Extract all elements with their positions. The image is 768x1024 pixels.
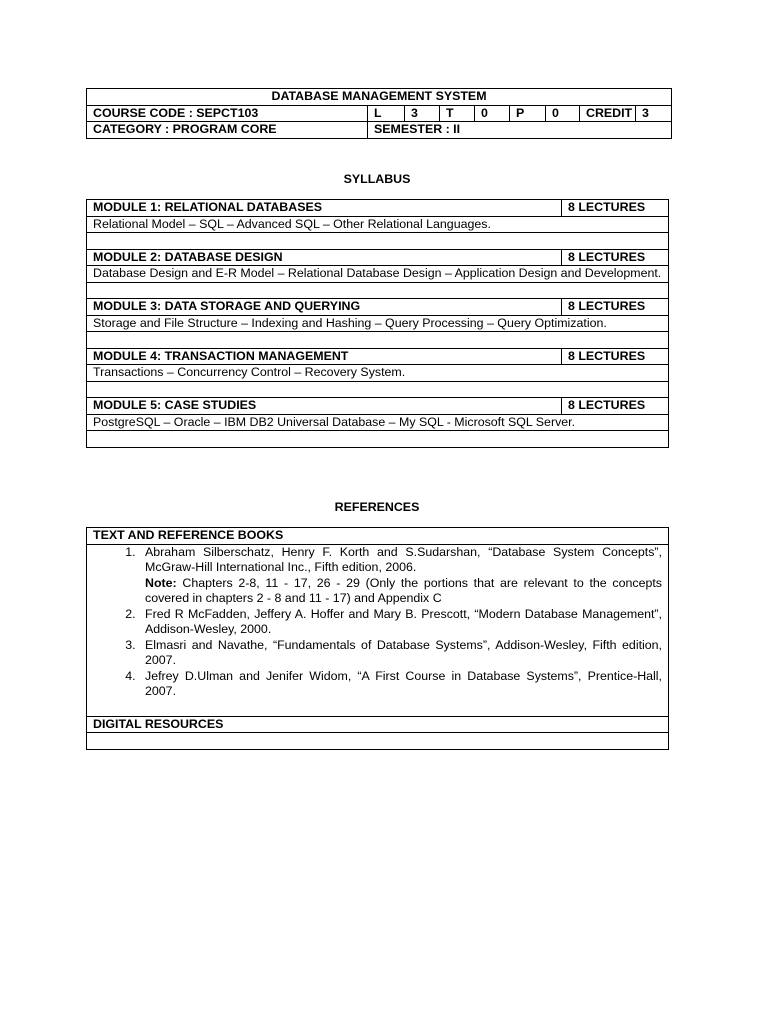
books-heading: TEXT AND REFERENCE BOOKS (87, 528, 669, 545)
note-label: Note: (145, 575, 177, 590)
list-item (139, 638, 662, 669)
note-text: Chapters 2-8, 11 - 17, 26 - 29 (Only the portions that are relevant to the concepts covered in chapters 2 - 8 and 11 - 17) and Appendix C (145, 575, 662, 605)
p-label: P (510, 105, 546, 122)
list-item (139, 607, 662, 638)
module-lectures: 8 LECTURES (562, 348, 669, 365)
semester: SEMESTER : II (368, 122, 672, 139)
module-header-row (87, 249, 669, 266)
module-lectures: 8 LECTURES (562, 249, 669, 266)
module-lectures: 8 LECTURES (562, 200, 669, 217)
spacer-row (87, 233, 669, 250)
module-header-row (87, 200, 669, 217)
list-item (139, 669, 662, 700)
t-label: T (440, 105, 475, 122)
spacer-row (87, 282, 669, 299)
p-value: 0 (546, 105, 580, 122)
module-content: Transactions – Concurrency Control – Recovery System. (87, 365, 669, 382)
module-lectures: 8 LECTURES (562, 398, 669, 415)
module-content: Database Design and E-R Model – Relational Database Design – Application Design and Development. (87, 266, 669, 283)
books-list (93, 545, 662, 700)
module-content: Storage and File Structure – Indexing and Hashing – Query Processing – Query Optimization. (87, 315, 669, 332)
module-title: MODULE 3: DATA STORAGE AND QUERYING (87, 299, 562, 316)
course-info-table (86, 88, 672, 139)
credit-label: CREDIT (580, 105, 636, 122)
module-title: MODULE 2: DATABASE DESIGN (87, 249, 562, 266)
module-lectures: 8 LECTURES (562, 299, 669, 316)
spacer-row (87, 431, 669, 448)
module-title: MODULE 4: TRANSACTION MANAGEMENT (87, 348, 562, 365)
module-header-row (87, 348, 669, 365)
digital-resources-heading: DIGITAL RESOURCES (87, 716, 669, 733)
list-item (139, 545, 662, 607)
spacer-row (87, 381, 669, 398)
course-code: COURSE CODE : SEPCT103 (87, 105, 368, 122)
book-text: Jefrey D.Ulman and Jenifer Widom, “A First Course in Database Systems”, Prentice-Hall, 2007. (145, 668, 662, 698)
references-heading: REFERENCES (334, 500, 420, 514)
syllabus-table (86, 199, 669, 448)
module-title: MODULE 1: RELATIONAL DATABASES (87, 200, 562, 217)
references-table (86, 527, 669, 750)
book-text: Fred R McFadden, Jeffery A. Hoffer and Mary B. Prescott, “Modern Database Management”, Addison-Wesley, 2000. (145, 606, 662, 636)
books-list-cell (87, 544, 669, 716)
l-value: 3 (405, 105, 440, 122)
module-content: Relational Model – SQL – Advanced SQL – Other Relational Languages. (87, 216, 669, 233)
module-title: MODULE 5: CASE STUDIES (87, 398, 562, 415)
t-value: 0 (475, 105, 510, 122)
module-header-row (87, 299, 669, 316)
l-label: L (368, 105, 405, 122)
syllabus-heading: SYLLABUS (343, 172, 411, 186)
credit-value: 3 (636, 105, 672, 122)
spacer-row (87, 332, 669, 349)
book-text: Abraham Silberschatz, Henry F. Korth and S.Sudarshan, “Database System Concepts”, McGraw-Hill International Inc., Fifth edition, 2006. (145, 544, 662, 574)
category: CATEGORY : PROGRAM CORE (87, 122, 368, 139)
module-content: PostgreSQL – Oracle – IBM DB2 Universal Database – My SQL - Microsoft SQL Server. (87, 414, 669, 431)
digital-resources-content (87, 733, 669, 750)
module-header-row (87, 398, 669, 415)
course-title: DATABASE MANAGEMENT SYSTEM (87, 89, 672, 106)
book-text: Elmasri and Navathe, “Fundamentals of Database Systems”, Addison-Wesley, Fifth edition, 2007. (145, 637, 662, 667)
